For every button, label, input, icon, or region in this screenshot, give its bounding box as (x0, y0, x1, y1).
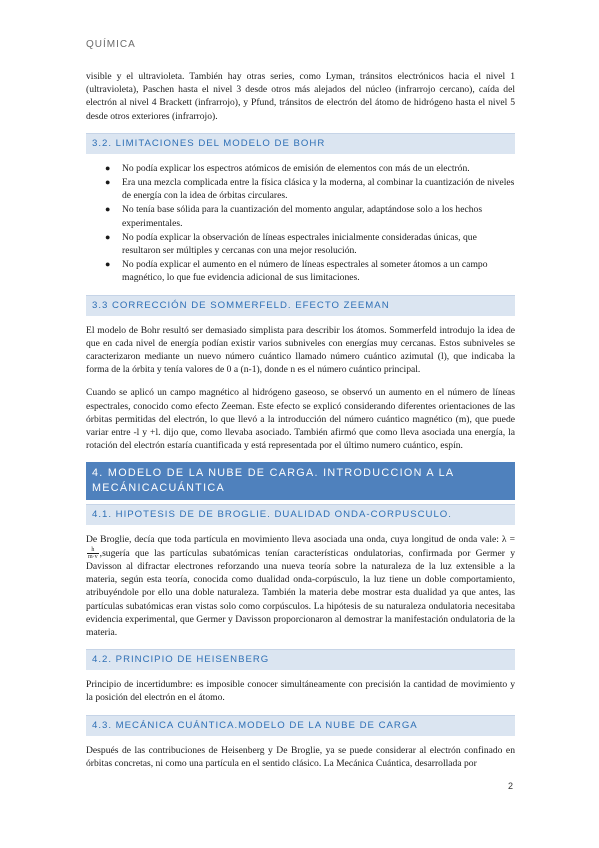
list-item: ● No podía explicar la observación de líneas espectrales inicialmente consideradas únicas, que resultaron ser múltiples y cercanas con una mejor resolución. (105, 231, 477, 257)
heading-3-3: 3.3 CORRECCIÓN DE SOMMERFELD. EFECTO ZEEMAN (86, 295, 515, 316)
bullet-icon: ● (105, 162, 111, 173)
de-broglie-paragraph: De Broglie, decía que toda partícula en movimiento lleva asociada una onda, cuya longitud de onda vale: λ = $\frac{h}{m\cdot v}$ ,sugería que las partículas subatómicas tenían características ondulatorias, confirmada por Germer y Davisson al difractar electrones reforzando una nueva teoría sobre la naturaleza de la luz extensible a la materia, según esta teoría, conocida como dualidad onda-corpúsculo, la luz tiene un doble comportamiento, atribuyéndole por ello una doble naturaleza. También la materia debe mostrar esta dualidad ya que antes, las partículas subatómicas eran vistas solo como corpúsculos. La hipótesis de su naturaleza ondulatoria necesitaba evidencia experimental, que Germer y Davisson proporcionaron al demostrar la manifestación ondulatoria de la materia. (86, 534, 515, 638)
bullet-icon: ● (105, 231, 111, 242)
heading-4-3: 4.3. MECÁNICA CUÁNTICA.MODELO DE LA NUBE DE CARGA (86, 715, 515, 736)
page-header: QUÍMICA (86, 39, 136, 50)
sommerfeld-paragraph: El modelo de Bohr resultó ser demasiado simplista para describir los átomos. Sommerfeld introdujo la idea de que en cada nivel de energía podían existir varios subniveles con energías muy cercanas. Estos subniveles se caracterizaron mediante un nuevo número cuántico llamado número cuántico azimutal (l), que indicaba la forma de la órbita y tenía valores de 0 a (n-1), donde n es el número cuántico principal. (86, 324, 515, 376)
bullet-icon: ● (105, 259, 111, 270)
charge-cloud-paragraph: Después de las contribuciones de Heisenberg y De Broglie, ya se puede considerar al electrón confinado en órbitas concretas, ni como una partícula en el sentido clásico. La Mecánica Cuántica, desarrollada por (86, 744, 515, 769)
list-item: ● Era una mezcla complicada entre la física clásica y la moderna, al combinar la cuantización de niveles de energía con la idea de órbitas circulares. (105, 177, 515, 202)
list-item: ● No tenía base sólida para la cuantización del momento angular, adaptándose solo a los hechos experimentales. (105, 204, 483, 229)
de-broglie-formula: $\frac{h}{m\cdot v}$ (88, 546, 98, 560)
heading-4-1: 4.1. HIPOTESIS DE DE BROGLIE. DUALIDAD ONDA-CORPUSCULO. (86, 504, 515, 525)
intro-paragraph: visible y el ultravioleta. También hay otras series, como Lyman, tránsitos electrónicos hacia el nivel 1 (ultravioleta), Paschen hasta el nivel 3 desde otros más alejados del núcleo (infrarrojo cercano), caída del electrón al nivel 4 Brackett (infrarrojo), y Pfund, tránsitos de electrón del átomo de hidrógeno hasta el nivel 5 desde otros exteriores (infrarrojo). (86, 71, 515, 122)
zeeman-paragraph: Cuando se aplicó un campo magnético al hidrógeno gaseoso, se observó un aumento en el número de líneas espectrales, conocido como efecto Zeeman. Este efecto se explicó considerando diferentes orientaciones de las órbitas permitidas del electrón, lo que llevó a la introducción del número cuántico magnético (m), que puede variar entre -l y +l. dijo que, como llevaba asociado. También afirmó que como lleva asociada una energía, la rotación del electrón estaría cuantificada y está representada por el último numero cuántico, espín. (86, 387, 515, 452)
bullet-icon: ● (105, 204, 111, 215)
list-item: ● No podía explicar el aumento en el número de líneas espectrales al someter átomos a un campo magnético, lo que fue evidencia adicional de sus limitaciones. (105, 259, 488, 284)
limitations-list (86, 162, 515, 285)
heading-3-2: 3.2. LIMITACIONES DEL MODELO DE BOHR (86, 133, 515, 154)
heisenberg-paragraph: Principio de incertidumbre: es imposible conocer simultáneamente con precisión la cantidad de movimiento y la posición del electrón en el átomo. (86, 679, 515, 704)
bullet-icon: ● (105, 177, 111, 188)
heading-4: 4. MODELO DE LA NUBE DE CARGA. INTRODUCCION A LA MECÁNICACUÁNTICA (86, 462, 515, 500)
lambda-symbol: λ = (501, 534, 515, 546)
list-item: ● No podía explicar los espectros atómicos de emisión de elementos con más de un electrón. (105, 162, 470, 174)
heading-4-2: 4.2. PRINCIPIO DE HEISENBERG (86, 649, 515, 670)
page-content (86, 70, 515, 780)
page-number: 2 (507, 781, 513, 791)
